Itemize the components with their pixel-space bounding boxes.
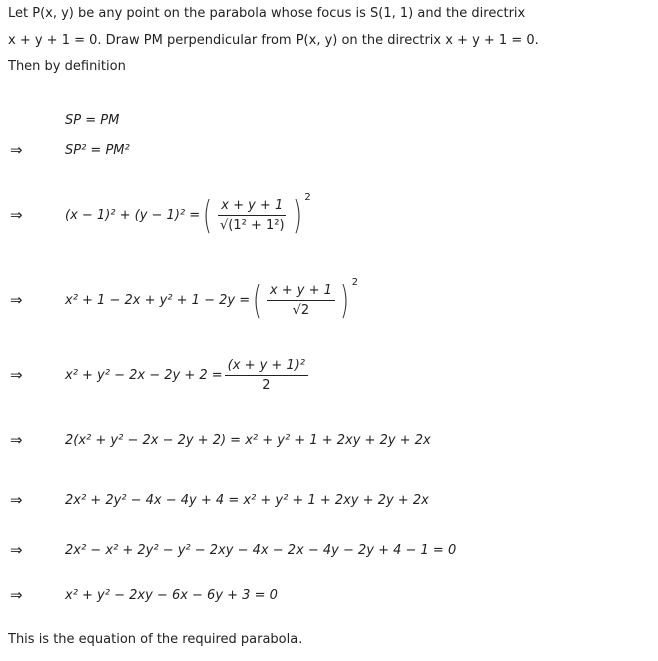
implies-icon: ⇒ [10, 141, 23, 159]
implies-icon: ⇒ [10, 586, 23, 604]
right-paren: ) [339, 278, 349, 322]
equation: 2x² + 2y² − 4x − 4y + 4 = x² + y² + 1 + 2xy + 2y + 2x [65, 492, 429, 508]
exponent: 2 [351, 277, 359, 288]
numerator: x + y + 1 [267, 283, 335, 301]
equation: SP = PM [65, 112, 120, 128]
implies-icon: ⇒ [10, 491, 23, 509]
implies-icon: ⇒ [10, 291, 23, 309]
denominator: √2 [292, 302, 310, 318]
equation: SP² = PM² [65, 142, 130, 158]
equation: x² + y² − 2xy − 6x − 6y + 3 = 0 [65, 587, 278, 603]
fraction [225, 358, 308, 393]
step-2 [0, 120, 658, 180]
lhs: (x − 1)² + (y − 1)² = [65, 207, 201, 223]
left-paren: ( [253, 278, 262, 322]
intro-line-1: Let P(x, y) be any point on the parabola whose focus is S(1, 1) and the directrix [8, 6, 526, 21]
equation [65, 358, 310, 393]
step-4 [0, 270, 658, 330]
equation: 2(x² + y² − 2x − 2y + 2) = x² + y² + 1 + 2xy + 2y + 2x [65, 432, 431, 448]
left-paren: ( [203, 193, 213, 237]
implies-icon: ⇒ [10, 206, 23, 224]
lhs: x² + 1 − 2x + y² + 1 − 2y = [65, 292, 251, 308]
equation [65, 192, 311, 237]
equation: 2x² − x² + 2y² − y² − 2xy − 4x − 2x − 4y − 2y + 4 − 1 = 0 [65, 542, 457, 558]
step-9 [0, 565, 658, 625]
right-paren: ) [292, 193, 302, 237]
numerator: (x + y + 1)² [225, 358, 308, 376]
implies-icon: ⇒ [10, 366, 23, 384]
step-3 [0, 185, 658, 245]
numerator: x + y + 1 [218, 198, 286, 216]
fraction [217, 198, 288, 233]
implies-icon: ⇒ [10, 541, 23, 559]
intro-line-3: Then by definition [8, 59, 126, 74]
equation [65, 277, 359, 322]
step-5 [0, 345, 658, 405]
conclusion: This is the equation of the required parabola. [8, 632, 303, 647]
step-6 [0, 410, 658, 470]
exponent: 2 [304, 192, 311, 203]
lhs: x² + y² − 2x − 2y + 2 = [65, 367, 223, 383]
denominator: 2 [262, 377, 271, 393]
implies-icon: ⇒ [10, 431, 23, 449]
intro-line-2: x + y + 1 = 0. Draw PM perpendicular from P(x, y) on the directrix x + y + 1 = 0. [8, 33, 539, 48]
denominator: √(1² + 1²) [219, 217, 285, 233]
fraction [267, 283, 335, 318]
